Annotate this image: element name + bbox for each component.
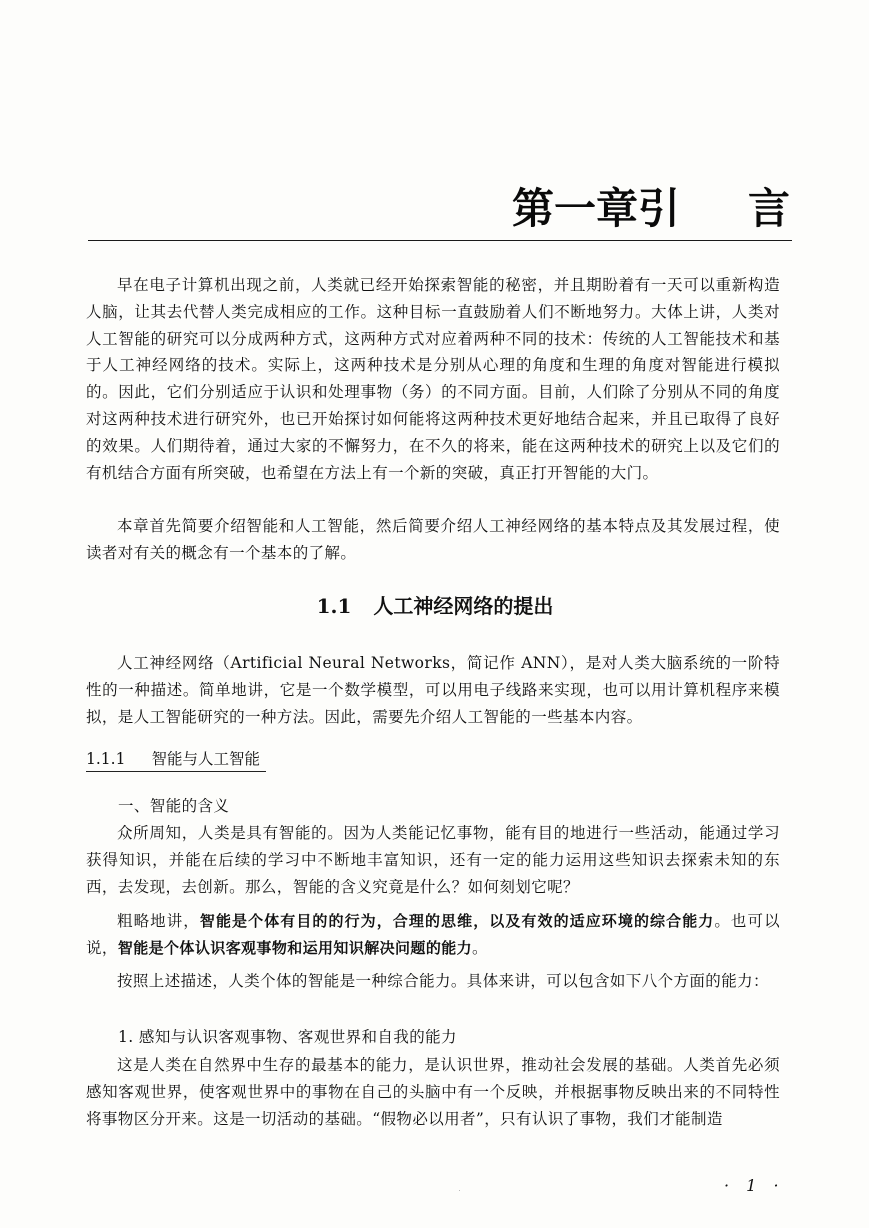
definition-end: 。: [472, 938, 488, 957]
section-heading: [200, 592, 670, 620]
intro-paragraph-2: 本章首先简要介绍智能和人工智能，然后简要介绍人工神经网络的基本特点及其发展过程，使读者对有关的概念有一个基本的了解。: [86, 517, 780, 562]
page-number: · 1 ·: [724, 1176, 785, 1195]
chapter-rule: [88, 240, 792, 241]
footer-mark: [459, 1190, 460, 1191]
body-paragraph-1: 众所周知，人类是具有智能的。因为人类能记忆事物，能有目的地进行一些活动，能通过学习获得知识，并能在后续的学习中不断地丰富知识，还有一定的能力运用这些知识去探索未知的东西，去发现，去创新。那么，智能的含义究竟是什么？如何刻划它呢？: [86, 824, 780, 896]
definition-paragraph: [86, 908, 780, 962]
body-heading-1: 一、智能的含义: [118, 797, 230, 815]
definition-bold-1: 智能是个体有目的的行为，合理的思维，以及有效的适应环境的综合能力: [199, 912, 715, 930]
definition-bold-2: 智能是个体认识客观事物和运用知识解决问题的能力: [117, 938, 473, 957]
definition-lead: 粗略地讲，: [117, 912, 200, 930]
section-paragraph-1: 人工神经网络（Artificial Neural Networks，简记作 ANN），是对人类大脑系统的一阶特性的一种描述。简单地讲，它是一个数学模型，可以用电子线路来实现，也可以用计算机程序来模拟，是人工智能研究的一种方法。因此，需要先介绍人工智能的一些基本内容。: [86, 654, 780, 726]
chapter-number: 第一章: [512, 184, 639, 233]
intro-paragraph-1: 早在电子计算机出现之前，人类就已经开始探索智能的秘密，并且期盼着有一天可以重新构造人脑，让其去代替人类完成相应的工作。这种目标一直鼓励着人们不断地努力。大体上讲，人类对人工智能的研究可以分成两种方式，这两种方式对应着两种不同的技术：传统的人工智能技术和基于人工神经网络的技术。实际上，这两种技术是分别从心理的角度和生理的角度对智能进行模拟的。因此，它们分别适应于认识和处理事物（务）的不同方面。目前，人们除了分别从不同的角度对这两种技术进行研究外，也已开始探讨如何能将这两种技术更好地结合起来，并且已取得了良好的效果。人们期待着，通过大家的不懈努力，在不久的将来，能在这两种技术的研究上以及它们的有机结合方面有所突破，也希望在方法上有一个新的突破，真正打开智能的大门。: [86, 276, 780, 482]
chapter-title-word-1: 引: [638, 184, 681, 233]
section-number: 1.1: [316, 594, 352, 618]
definition-mid: 。也可以说，: [86, 912, 780, 957]
body-paragraph-3: 按照上述描述，人类个体的智能是一种综合能力。具体来讲，可以包含如下八个方面的能力：: [117, 972, 769, 990]
subsection-heading: [86, 747, 266, 772]
chapter-title-word-2: 言: [748, 184, 791, 233]
body-heading-2: 1. 感知与认识客观事物、客观世界和自我的能力: [118, 1028, 457, 1046]
body-paragraph-4: 这是人类在自然界中生存的最基本的能力，是认识世界，推动社会发展的基础。人类首先必须感知客观世界，使客观世界中的事物在自己的头脑中有一个反映，并根据事物反映出来的不同特性将事物区分开来。这是一切活动的基础。“假物必以用者”，只有认识了事物，我们才能制造: [86, 1056, 780, 1128]
subsection-number: 1.1.1: [86, 750, 126, 768]
section-title: 人工神经网络的提出: [373, 594, 554, 618]
chapter-title: [470, 183, 800, 235]
subsection-title: 智能与人工智能: [151, 750, 260, 768]
